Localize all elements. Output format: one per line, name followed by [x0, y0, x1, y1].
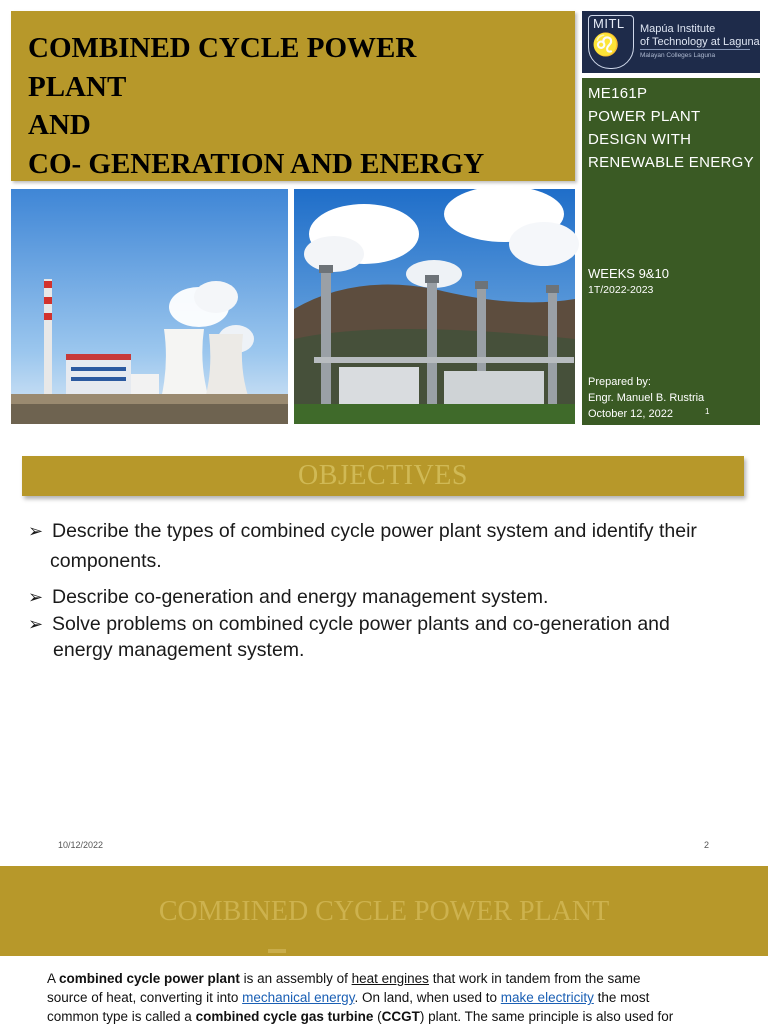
page-number: 1 [705, 407, 710, 416]
text-run: common type is called a [47, 1009, 196, 1024]
page-number: 2 [704, 840, 710, 850]
text-run: source of heat, converting it into [47, 990, 243, 1005]
course-title-line: POWER PLANT [588, 108, 701, 125]
banner-accent [268, 949, 286, 953]
bullet-text-continued: energy management system. [53, 639, 305, 661]
bullet-item [28, 516, 697, 546]
text-run: the most [593, 990, 650, 1005]
title-line: PLANT [28, 70, 127, 103]
logo-name-line1: Mapúa Institute [640, 23, 716, 35]
arrow-bullet-icon: ➢ [28, 614, 44, 634]
arrow-bullet-icon: ➢ [28, 587, 44, 607]
paragraph-line [47, 990, 649, 1005]
heat-engines-link[interactable]: heat engines [351, 971, 429, 986]
objectives-banner [22, 456, 744, 496]
text-run: is an assembly of [239, 971, 352, 986]
title-line: CO- GENERATION AND ENERGY [28, 147, 485, 180]
logo-acronym: MITL [593, 16, 625, 31]
section-banner [0, 866, 768, 956]
paragraph-line [47, 1009, 673, 1024]
objectives-heading: OBJECTIVES [298, 460, 468, 491]
title-slide [0, 0, 768, 440]
bullet-text-continued: components. [50, 550, 162, 572]
course-title-line: DESIGN WITH [588, 131, 692, 148]
mechanical-energy-link[interactable]: mechanical energy [242, 990, 355, 1005]
prepared-by-label: Prepared by: [588, 376, 651, 388]
logo-name-line2: of Technology at Laguna [640, 36, 760, 48]
paragraph-line [47, 971, 641, 986]
section-heading: COMBINED CYCLE POWER PLANT [158, 896, 610, 927]
power-plant-photo [11, 189, 288, 424]
text-run: ) plant. The same principle is also used for [419, 1009, 674, 1024]
lion-icon: ♌ [592, 32, 620, 57]
text-run: that work in tandem from the same [428, 971, 641, 986]
title-line: COMBINED CYCLE POWER [28, 32, 417, 64]
bullet-item [28, 582, 548, 612]
bold-term: combined cycle gas turbine [195, 1009, 374, 1024]
logo-divider [640, 49, 750, 50]
course-code: ME161P [588, 85, 648, 102]
arrow-bullet-icon: ➢ [28, 521, 44, 541]
title-banner [11, 11, 575, 181]
text-run: . On land, when used to [354, 990, 501, 1005]
bullet-text: Describe the types of combined cycle power plant system and identify their [52, 520, 697, 542]
course-info-panel [582, 78, 760, 425]
bullet-text: Describe co-generation and energy management system. [52, 586, 549, 608]
course-title-line: RENEWABLE ENERGY [588, 154, 754, 171]
bullet-item [28, 609, 670, 639]
logo-subtitle: Malayan Colleges Laguna [640, 52, 716, 59]
footer-date: 10/12/2022 [58, 840, 104, 850]
make-electricity-link[interactable]: make electricity [500, 990, 594, 1005]
smokestacks-photo [294, 189, 575, 424]
weeks-label: WEEKS 9&10 [588, 266, 669, 281]
title-line: AND [28, 109, 91, 141]
bullet-text: Solve problems on combined cycle power plants and co-generation and [52, 613, 670, 635]
presentation-date: October 12, 2022 [588, 408, 674, 420]
text-run: A [47, 971, 60, 986]
combined-cycle-slide [0, 866, 768, 1024]
objectives-slide [0, 440, 768, 866]
bold-term: combined cycle power plant [59, 971, 240, 986]
author-name: Engr. Manuel B. Rustria [588, 392, 705, 404]
term-label: 1T/2022-2023 [588, 284, 654, 296]
bold-term: CCGT [381, 1009, 420, 1024]
text-run: ( [373, 1009, 382, 1024]
school-logo [582, 11, 760, 73]
